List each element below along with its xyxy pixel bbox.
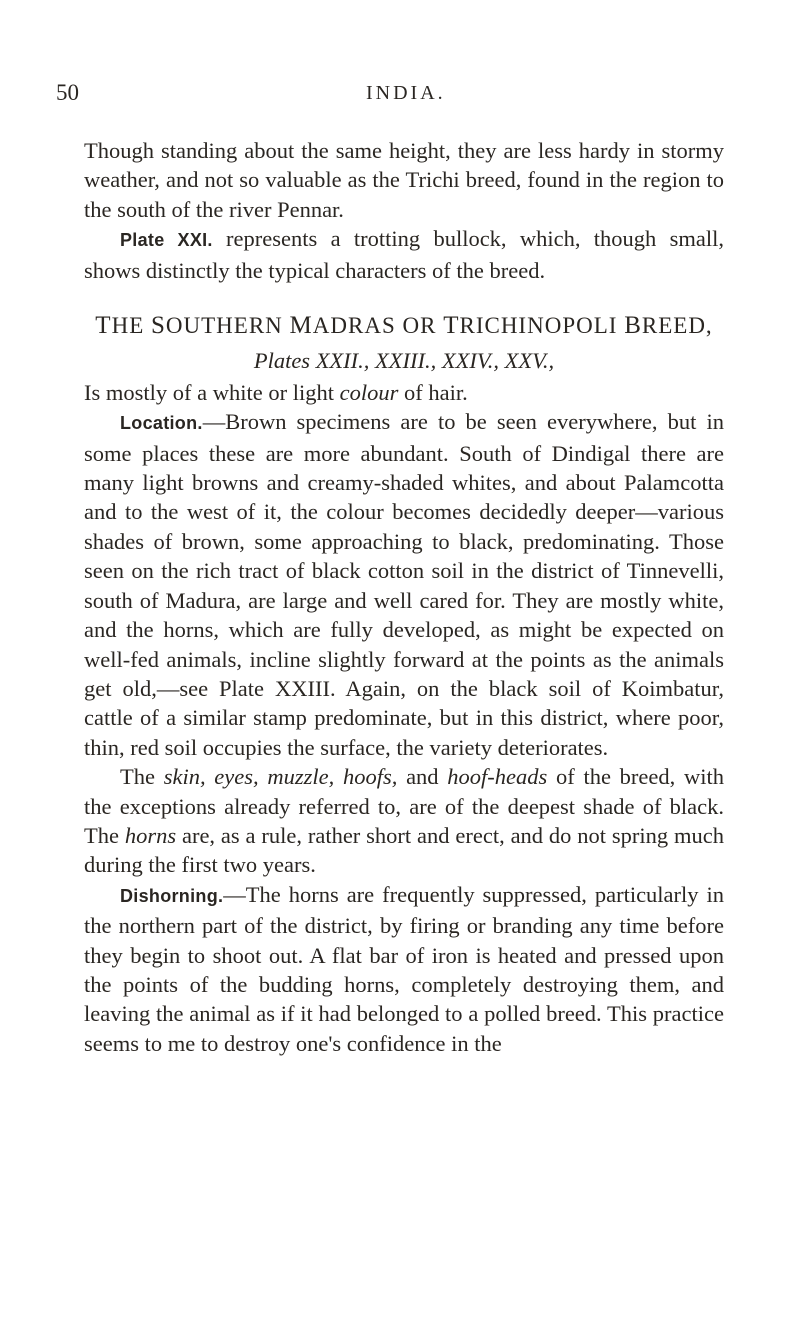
runin-location: Location. bbox=[120, 413, 203, 434]
section-heading bbox=[84, 311, 724, 340]
skin-text-1: The bbox=[120, 764, 164, 790]
plates-reference: Plates XXII., XXIII., XXIV., XXV., bbox=[253, 348, 555, 374]
skin-text-3: of the breed, with the exceptions already referred to, are of the deepest shade of black. The bbox=[84, 764, 724, 848]
skin-text-2: and bbox=[397, 764, 448, 790]
paragraph-skin bbox=[84, 762, 724, 880]
colour-text-after: of hair. bbox=[398, 379, 468, 405]
page-body bbox=[84, 136, 724, 1058]
paragraph-plate-xxi-text: represents a trotting bullock, which, though small, shows distinctly the typical characters of the breed. bbox=[84, 226, 724, 283]
paragraph-dishorning-text: —The horns are frequently suppressed, particularly in the northern part of the district, by firing or branding any time before they begin to shoot out. A flat bar of iron is heated and pressed upon the points of the budding horns, completely destroying them, and leaving the animal as if it had belonged to a polled breed. This practice seems to me to destroy one's confidence in the bbox=[84, 881, 724, 1056]
skin-text-4: are, as a rule, rather short and erect, and do not spring much during the first two years. bbox=[84, 822, 724, 878]
runin-dishorning: Dishorning. bbox=[120, 885, 224, 906]
heading-cap-t2: T bbox=[443, 312, 460, 340]
heading-sc-adras: ADRAS OR bbox=[312, 313, 444, 339]
skin-emphasis-3: horns bbox=[124, 822, 177, 848]
paragraph-location-text: —Brown specimens are to be seen everywhere, but in some places these are more abundant. South of Dindigal there are many light browns and creamy-shaded whites, and about Palamcotta and to the west of it, the colour becomes decidedly deeper—various shades of brown, some approaching to black, predominating. Those seen on the rich tract of black cotton soil in the district of Tinnevelli, south of Madura, are large and well cared for. They are mostly white, and the horns, which are fully developed, as might be expected on well-fed animals, incline slightly forward at the points as the animals get old,—see Plate XXIII. Again, on the black soil of Koimbatur, cattle of a similar stamp predominate, but in this district, where poor, thin, red soil occupies the surface, the variety deteriorates. bbox=[84, 409, 724, 760]
heading-cap-m: M bbox=[289, 312, 313, 340]
heading-cap-b: B bbox=[624, 312, 642, 340]
paragraph-intro: Though standing about the same height, they are less hardy in stormy weather, and not so valuable as the Trichi breed, found in the region to the south of the river Pennar. bbox=[84, 138, 724, 222]
colour-text-before: Is mostly of a white or light bbox=[84, 379, 340, 405]
heading-sc-outhern: OUTHERN bbox=[165, 313, 290, 339]
skin-emphasis-2: hoof-heads bbox=[447, 764, 548, 790]
heading-sc-richinopoli: RICHINOPOLI bbox=[459, 313, 625, 339]
paragraph-dishorning bbox=[84, 880, 724, 1058]
running-head: INDIA. bbox=[366, 82, 446, 104]
paragraph-location bbox=[84, 407, 724, 762]
paragraph-plate-xxi bbox=[84, 224, 724, 285]
paragraph-colour bbox=[84, 378, 724, 407]
heading-sc-he: HE bbox=[111, 313, 151, 339]
colour-emphasis: colour bbox=[339, 379, 399, 405]
heading-cap-t: T bbox=[95, 312, 112, 340]
runin-plate-xxi: Plate XXI. bbox=[120, 230, 213, 251]
heading-cap-s: S bbox=[151, 312, 166, 340]
page-number: 50 bbox=[56, 80, 79, 105]
skin-emphasis-1: skin, eyes, muzzle, hoofs, bbox=[163, 764, 398, 790]
heading-sc-reed: REED, bbox=[641, 313, 713, 339]
page-header bbox=[56, 80, 720, 120]
